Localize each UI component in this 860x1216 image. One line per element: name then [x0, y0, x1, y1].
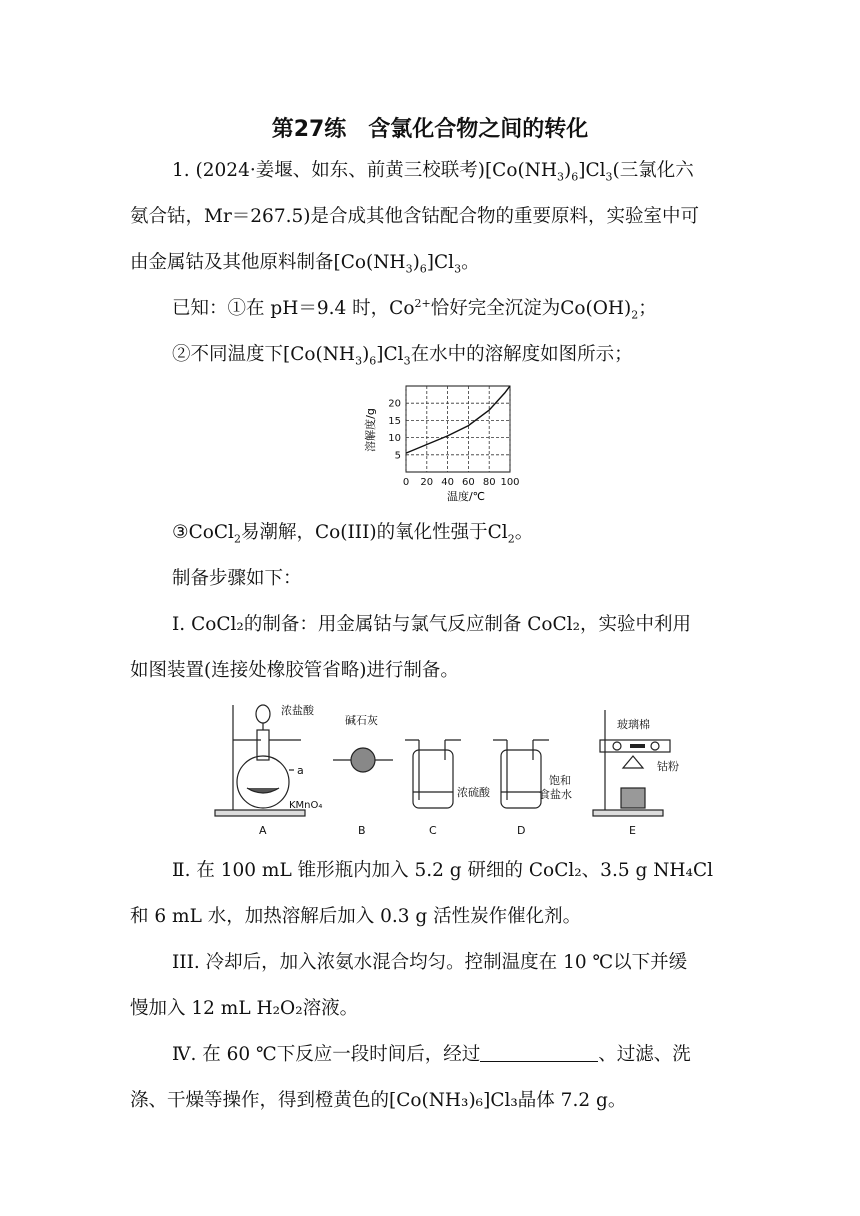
- label-brine-2: 食盐水: [539, 788, 572, 801]
- plot-frame: [406, 386, 510, 472]
- step-2-line1: Ⅱ. 在 100 mL 锥形瓶内加入 5.2 g 研细的 CoCl₂、3.5 g NH₄Cl: [172, 860, 714, 881]
- step-4-line2: 涤、干燥等操作，得到橙黄色的[Co(NH₃)₆]Cl₃晶体 7.2 g。: [130, 1090, 627, 1111]
- apparatus-b: [333, 713, 393, 837]
- label-D: D: [517, 824, 526, 837]
- question-source: (2024·姜堰、如东、前黄三校联考): [195, 160, 485, 181]
- x-tick-label: 80: [482, 477, 496, 488]
- label-glass-wool: 玻璃棉: [617, 718, 650, 731]
- solubility-chart: [360, 380, 540, 505]
- y-tick-label: 20: [388, 398, 401, 410]
- q1-line1: 1. (2024·姜堰、如东、前黄三校联考)$[Co(NH_3)_6]Cl_3$(三氯化六: [172, 160, 694, 184]
- step-3-line1: III. 冷却后，加入浓氨水混合均匀。控制温度在 10 ℃以下并缓: [172, 952, 688, 973]
- x-tick-label: 0: [402, 477, 410, 488]
- known-2-prefix: ②不同温度下: [172, 344, 284, 365]
- q1-line2: 氨合钴，Mr＝267.5)是合成其他含钴配合物的重要原料，实验室中可: [130, 206, 699, 227]
- apparatus-c: [405, 740, 491, 837]
- step-2-line2: 和 6 mL 水，加热溶解后加入 0.3 g 活性炭作催化剂。: [130, 906, 582, 927]
- y-tick-label: 5: [394, 450, 401, 462]
- label-brine-1: 饱和: [549, 774, 571, 787]
- label-h2so4: 浓硫酸: [457, 786, 490, 799]
- step-3-line2: 慢加入 12 mL H₂O₂溶液。: [130, 998, 359, 1019]
- label-C: C: [429, 824, 437, 837]
- known-1-prefix: 已知：①在 pH＝9.4 时，: [172, 298, 390, 319]
- known-3-suffix: 易潮解，Co(III)的氧化性强于: [240, 522, 488, 543]
- step-4-prefix: Ⅳ. 在 60 ℃下反应一段时间后，经过: [172, 1044, 481, 1065]
- chart-grid: [406, 386, 510, 472]
- label-cobalt: 钴粉: [657, 760, 679, 773]
- y-tick-label: 10: [388, 433, 401, 445]
- label-E: E: [629, 824, 636, 837]
- known-1-mid: 恰好完全沉淀为: [430, 298, 561, 319]
- known-2-suffix: 在水中的溶解度如图所示；: [410, 344, 633, 365]
- solubility-curve: [406, 386, 510, 453]
- q1-line3: 由金属钴及其他原料制备$[Co(NH_3)_6]Cl_3$。: [130, 252, 480, 276]
- step-4-line1: [172, 1032, 732, 1078]
- step-1-line2: 如图装置(连接处橡胶管省略)进行制备。: [130, 660, 459, 681]
- answer-blank[interactable]: [480, 1043, 598, 1062]
- y-tick-label: 15: [388, 415, 401, 427]
- question-number: 1.: [172, 160, 190, 181]
- x-axis-label: 温度/℃: [446, 490, 486, 503]
- x-tick-label: 60: [462, 477, 475, 488]
- steps-label: 制备步骤如下：: [172, 568, 302, 589]
- label-soda-lime: 碱石灰: [345, 714, 378, 727]
- label-a: a: [297, 764, 304, 777]
- x-tick-label: 100: [500, 477, 520, 488]
- y-axis-label: 溶解度/g: [364, 408, 377, 452]
- q1-line1-after: (三氯化六: [612, 160, 694, 181]
- step-1-line1: Ⅰ. CoCl₂的制备：用金属钴与氯气反应制备 CoCl₂，实验中利用: [172, 614, 692, 635]
- x-tick-label: 20: [420, 477, 434, 488]
- apparatus-d: [493, 740, 572, 837]
- label-A: A: [259, 824, 267, 837]
- label-kmno4: KMnO₄: [289, 800, 323, 811]
- known-3: ③CoCl$_2$易潮解，Co(III)的氧化性强于$Cl_2$。: [172, 522, 534, 546]
- known-2: ②不同温度下$[Co(NH_3)_6]Cl_3$在水中的溶解度如图所示；: [172, 344, 633, 368]
- label-hcl: 浓盐酸: [281, 704, 314, 717]
- apparatus-a: [215, 703, 322, 837]
- x-tick-labels: [403, 477, 520, 488]
- known-1: 已知：①在 pH＝9.4 时，$Co^{2+}$恰好完全沉淀为$Co(OH)_2$；: [172, 296, 657, 322]
- page-title: 第27练 含氯化合物之间的转化: [271, 117, 589, 142]
- q1-line3-prefix: 由金属钴及其他原料制备: [130, 252, 334, 273]
- step-4-suffix: 、过滤、洗: [598, 1044, 691, 1065]
- y-tick-labels: [388, 399, 401, 462]
- x-tick-label: 40: [441, 477, 454, 488]
- label-B: B: [358, 824, 366, 837]
- apparatus-e: [593, 710, 679, 837]
- apparatus-diagram: [205, 700, 679, 845]
